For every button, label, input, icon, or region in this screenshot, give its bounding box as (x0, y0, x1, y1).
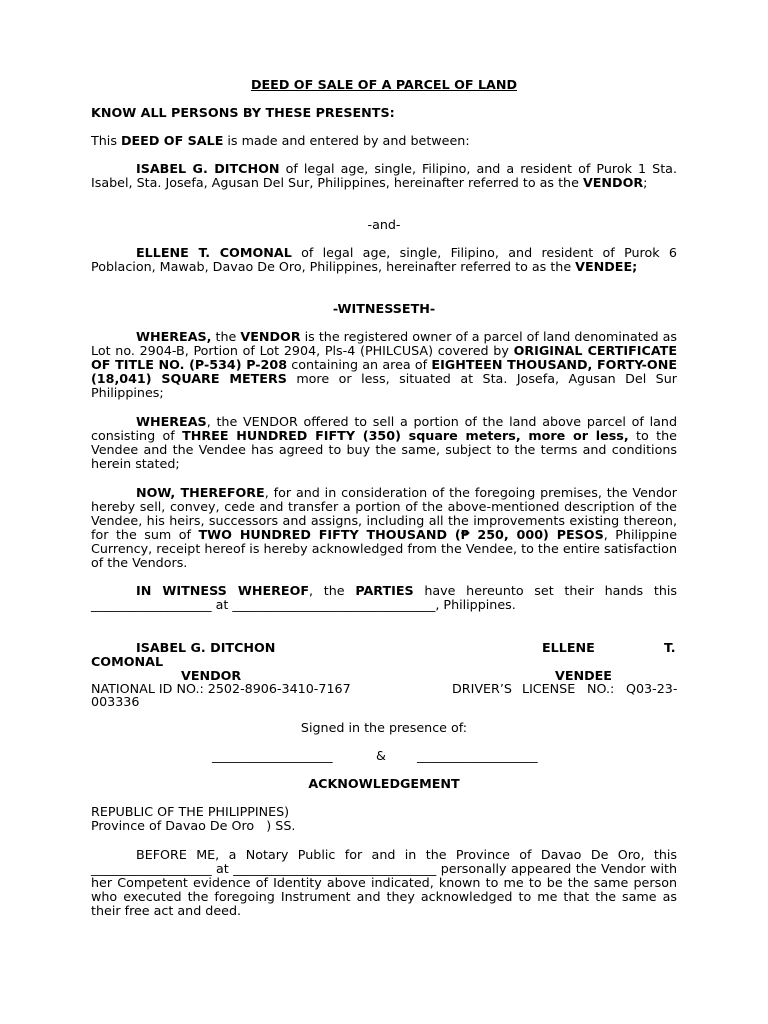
vendee-signature-name-3: COMONAL (91, 654, 164, 669)
now-therefore-paragraph (91, 486, 677, 571)
vendee-paragraph (91, 246, 677, 274)
witness-ampersand: & (376, 748, 386, 763)
now-therefore-lead: NOW, THEREFORE (136, 485, 265, 500)
vendor-end: ; (643, 175, 648, 191)
whereas1-area: EIGHTEEN THOUSAND, FORTY-ONE (18,041) SQUARE METERS (91, 357, 677, 387)
whereas1-vendor: VENDOR (240, 329, 301, 344)
whereas1-title-no: ORIGINAL CERTIFICATE OF TITLE NO. (P-534) P-208 (91, 343, 677, 373)
whereas-paragraph-1 (91, 330, 677, 400)
intro-deed-of-sale: DEED OF SALE (120, 133, 224, 148)
whereas1-text-6: containing an area of (287, 357, 432, 373)
vendee-license-1: DRIVER’S (452, 681, 512, 696)
vendee-license-5: 003336 (91, 694, 140, 709)
witness-line-left: ___________________ (212, 748, 333, 763)
whereas1-text-4: is the registered owner of a parcel of land denominated as Lot no. 2904-B, Portion of Lot 2904, Pls-4 (PHILCUSA) covered by (91, 329, 678, 359)
vendor-signature-name: ISABEL G. DITCHON (136, 640, 276, 655)
vendor-role: VENDOR (582, 175, 644, 191)
vendee-signature-name-2: T. (664, 640, 676, 655)
vendor-name: ISABEL G. DITCHON (136, 161, 280, 176)
whereas2-lead: WHEREAS (136, 414, 207, 429)
now-therefore-text-2: , for and in consideration of the foregoing premises, the Vendor hereby sell, convey, cede and transfer a portion of the above-mentioned description of the Vendee, his heirs, successors and assigns, including all the improvements existing thereon, for the sum of (91, 485, 678, 543)
vendee-license-3: NO.: (587, 681, 615, 696)
vendor-paragraph (91, 162, 677, 190)
in-witness-text-4: have hereunto set their hands this ___________________ at ________________________________, Philippines. (91, 583, 678, 613)
intro-paragraph (91, 134, 677, 148)
vendee-signature-name-1: ELLENE (542, 640, 595, 655)
vendee-role-label: VENDEE (555, 668, 612, 683)
intro-text-c: is made and entered by and between: (223, 133, 470, 148)
whereas1-lead: WHEREAS, (136, 329, 212, 344)
now-therefore-text-4: , Philippine Currency, receipt hereof is hereby acknowledged from the Vendee, to the entire satisfaction of the Vendors. (91, 527, 678, 571)
in-witness-parties: PARTIES (355, 583, 414, 598)
whereas-paragraph-2 (91, 415, 677, 471)
whereas2-text-4: to the Vendee and the Vendee has agreed to buy the same, subject to the terms and conditions herein stated; (91, 428, 677, 472)
in-witness-lead: IN WITNESS WHEREOF (136, 583, 310, 598)
before-me-paragraph: BEFORE ME, a Notary Public for and in the Province of Davao De Oro, this ___________________ at ________________________________ personally appeared the Vendor with her Competent evidence of Identity above indicated, known to me to be the same person who executed the foregoing Instrument and they acknowledged to me that the same as their free act and deed. (91, 847, 677, 919)
know-all-heading: KNOW ALL PERSONS BY THESE PRESENTS: (91, 105, 395, 120)
in-witness-paragraph (91, 584, 677, 612)
vendor-role-label: VENDOR (181, 668, 242, 683)
whereas1-text-8: more or less, situated at Sta. Josefa, Agusan Del Sur Philippines; (91, 371, 677, 401)
whereas2-portion: THREE HUNDRED FIFTY (350) square meters, more or less, (182, 428, 629, 444)
vendee-license-2: LICENSE (522, 681, 576, 696)
vendee-license-4: Q03-23- (626, 681, 678, 696)
whereas2-text-2: , the VENDOR offered to sell a portion of the land above parcel of land consisting of (91, 414, 677, 444)
vendor-description: of legal age, single, Filipino, and a resident of Purok 1 Sta. Isabel, Sta. Josefa, Agusan Del Sur, Philippines, hereinafter referred to as the (91, 161, 677, 191)
intro-text-a: This (91, 133, 121, 148)
province-line: Province of Davao De Oro ) SS. (91, 818, 296, 833)
vendee-role: VENDEE; (575, 259, 638, 275)
vendee-name: ELLENE T. COMONAL (136, 245, 292, 260)
acknowledgement-heading: ACKNOWLEDGEMENT (308, 776, 460, 791)
and-separator: -and- (367, 217, 401, 232)
vendor-national-id: NATIONAL ID NO.: 2502-8906-3410-7167 (91, 681, 351, 696)
in-witness-text-2: , the (309, 583, 356, 598)
witnesseth-heading: -WITNESSETH- (332, 301, 436, 316)
signed-presence-text: Signed in the presence of: (300, 720, 468, 735)
document-title: DEED OF SALE OF A PARCEL OF LAND (250, 77, 518, 92)
whereas1-text-2: the (211, 329, 241, 344)
vendee-description: of legal age, single, Filipino, and resident of Purok 6 Poblacion, Mawab, Davao De Oro, Philippines, hereinafter referred to as the (91, 245, 677, 275)
republic-line: REPUBLIC OF THE PHILIPPINES) (91, 804, 290, 819)
witness-line-right: ___________________ (417, 748, 538, 763)
now-therefore-price: TWO HUNDRED FIFTY THOUSAND (₱ 250, 000) PESOS (198, 527, 604, 543)
